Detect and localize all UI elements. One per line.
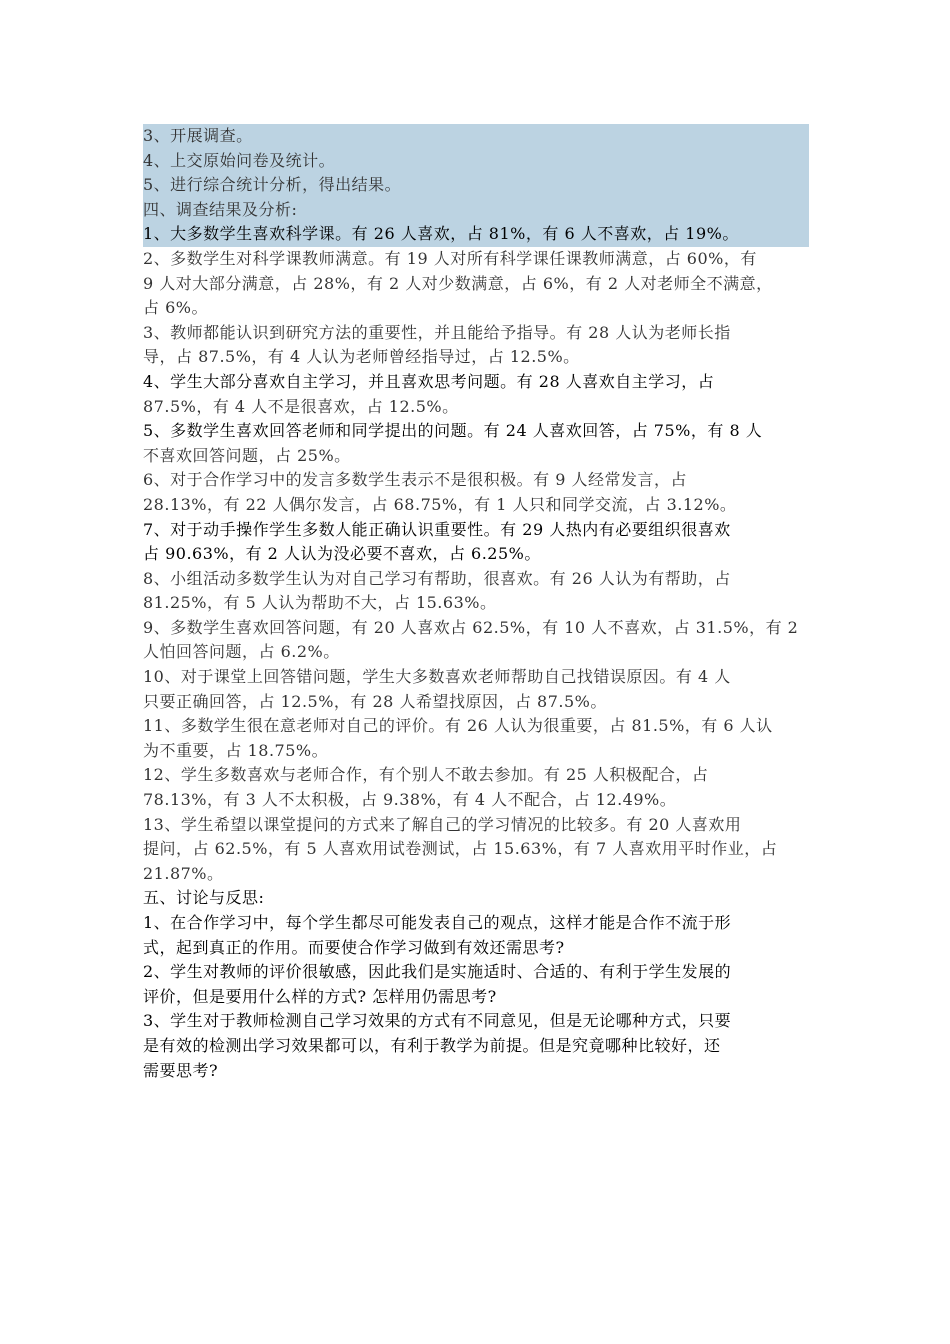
text-line: 提问，占 62.5%，有 5 人喜欢用试卷测试，占 15.63%，有 7 人喜欢用平时作业，占	[143, 839, 778, 859]
body-text	[143, 247, 809, 1083]
text-line: 导，占 87.5%，有 4 人认为老师曾经指导过，占 12.5%。	[143, 347, 580, 367]
text-line: 9 人对大部分满意，占 28%，有 2 人对少数满意，占 6%，有 2 人对老师全不满意，	[143, 273, 773, 293]
text-line: 12、学生多数喜欢与老师合作，有个别人不敢去参加。有 25 人积极配合，占	[143, 765, 709, 785]
highlighted-block	[143, 124, 809, 247]
text-line: 81.25%，有 5 人认为帮助不大，占 15.63%。	[143, 593, 497, 613]
text-line: 21.87%。	[143, 863, 224, 883]
text-line: 5、进行综合统计分析，得出结果。	[143, 175, 402, 195]
text-line: 6、对于合作学习中的发言多数学生表示不是很积极。有 9 人经常发言，占	[143, 470, 688, 490]
text-line: 4、上交原始问卷及统计。	[143, 150, 336, 170]
text-line: 4、学生大部分喜欢自主学习，并且喜欢思考问题。有 28 人喜欢自主学习，占	[143, 371, 715, 391]
text-line: 是有效的检测出学习效果都可以，有利于教学为前提。但是究竟哪种比较好，还	[143, 1035, 721, 1055]
document-body	[143, 124, 809, 1083]
text-line: 3、教师都能认识到研究方法的重要性，并且能给予指导。有 28 人认为老师长指	[143, 322, 731, 342]
text-line: 11、多数学生很在意老师对自己的评价。有 26 人认为很重要，占 81.5%，有 6 人认	[143, 716, 773, 736]
section-heading: 四、调查结果及分析:	[143, 199, 298, 219]
text-line: 为不重要，占 18.75%。	[143, 740, 329, 760]
text-line: 87.5%，有 4 人不是很喜欢，占 12.5%。	[143, 396, 459, 416]
text-line: 7、对于动手操作学生多数人能正确认识重要性。有 29 人热内有必要组织很喜欢	[143, 519, 731, 539]
text-line: 需要思考?	[143, 1060, 219, 1080]
text-line: 28.13%，有 22 人偶尔发言，占 68.75%，有 1 人只和同学交流，占 3.12%。	[143, 494, 737, 514]
text-line: 2、学生对教师的评价很敏感，因此我们是实施适时、合适的、有利于学生发展的	[143, 962, 732, 982]
text-line: 3、开展调查。	[143, 126, 253, 145]
text-line: 8、小组活动多数学生认为对自己学习有帮助，很喜欢。有 26 人认为有帮助，占	[143, 568, 731, 588]
text-line: 只要正确回答，占 12.5%，有 28 人希望找原因，占 87.5%。	[143, 691, 607, 711]
text-line: 9、多数学生喜欢回答问题，有 20 人喜欢占 62.5%，有 10 人不喜欢，占 31.5%，有 2	[143, 617, 799, 637]
text-line: 1、大多数学生喜欢科学课。有 26 人喜欢，占 81%，有 6 人不喜欢，占 19%。	[143, 224, 739, 244]
text-line: 3、学生对于教师检测自己学习效果的方式有不同意见，但是无论哪种方式，只要	[143, 1011, 732, 1031]
text-line: 2、多数学生对科学课教师满意。有 19 人对所有科学课任课教师满意，占 60%，有	[143, 248, 757, 268]
text-line: 1、在合作学习中，每个学生都尽可能发表自己的观点，这样才能是合作不流于形	[143, 913, 732, 932]
text-line: 占 6%。	[143, 298, 208, 318]
text-line: 式，起到真正的作用。而要使合作学习做到有效还需思考?	[143, 937, 565, 957]
text-line: 不喜欢回答问题，占 25%。	[143, 445, 351, 465]
section-heading: 五、讨论与反思:	[143, 888, 265, 908]
text-line: 评价，但是要用什么样的方式? 怎样用仍需思考?	[143, 986, 497, 1006]
text-line: 10、对于课堂上回答错问题，学生大多数喜欢老师帮助自己找错误原因。有 4 人	[143, 667, 731, 687]
text-line: 5、多数学生喜欢回答老师和同学提出的问题。有 24 人喜欢回答，占 75%，有 8 人	[143, 421, 763, 441]
text-line: 占 90.63%，有 2 人认为没必要不喜欢，占 6.25%。	[143, 544, 541, 564]
text-line: 人怕回答问题，占 6.2%。	[143, 642, 340, 662]
text-line: 13、学生希望以课堂提问的方式来了解自己的学习情况的比较多。有 20 人喜欢用	[143, 814, 742, 834]
text-line: 78.13%，有 3 人不太积极，占 9.38%，有 4 人不配合，占 12.49%。	[143, 790, 677, 810]
